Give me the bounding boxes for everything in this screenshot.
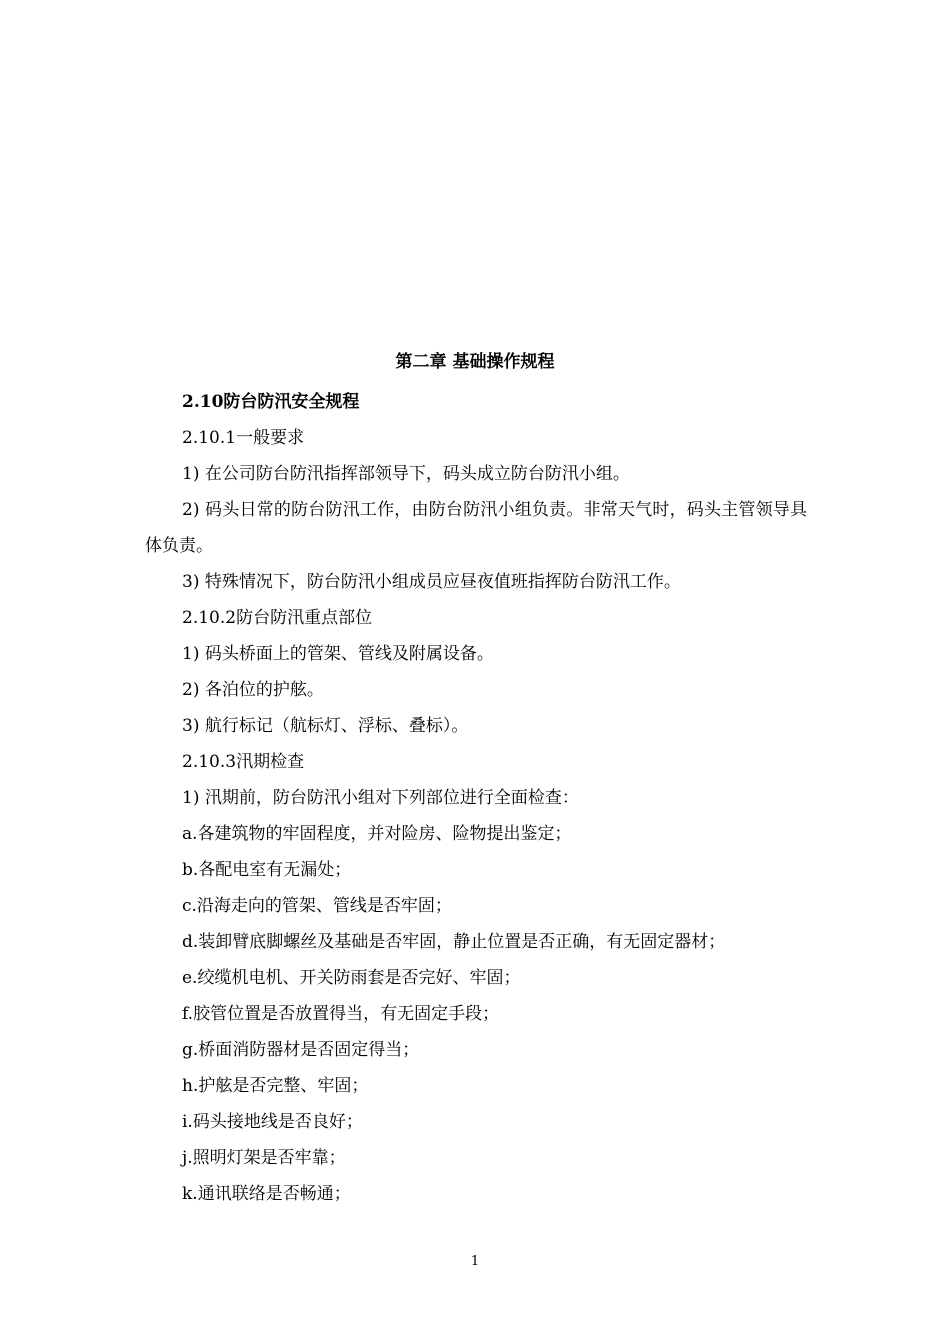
list-item: c.沿海走向的管架、管线是否牢固； <box>182 896 452 916</box>
paragraph: 1) 在公司防台防汛指挥部领导下，码头成立防台防汛小组。 <box>182 464 630 484</box>
list-item: k.通讯联络是否畅通； <box>182 1184 351 1204</box>
chapter-title: 第二章 基础操作规程 <box>395 352 555 372</box>
list-item: f.胶管位置是否放置得当，有无固定手段； <box>182 1004 500 1024</box>
paragraph: 2) 码头日常的防台防汛工作，由防台防汛小组负责。非常天气时，码头主管领导具体负责。 <box>145 500 807 556</box>
paragraph: 3) 特殊情况下，防台防汛小组成员应昼夜值班指挥防台防汛工作。 <box>182 572 681 592</box>
list-item: g.桥面消防器材是否固定得当； <box>182 1040 420 1060</box>
list-item: a.各建筑物的牢固程度，并对险房、险物提出鉴定； <box>182 824 572 844</box>
paragraph: 2) 各泊位的护舷。 <box>182 680 324 700</box>
list-item: e.绞缆机电机、开关防雨套是否完好、牢固； <box>182 968 521 988</box>
section-heading: 2.10防台防汛安全规程 <box>182 392 360 412</box>
list-item: h.护舷是否完整、牢固； <box>182 1076 369 1096</box>
paragraph: 1) 码头桥面上的管架、管线及附属设备。 <box>182 644 494 664</box>
paragraph: 3) 航行标记（航标灯、浮标、叠标）。 <box>182 716 469 736</box>
list-item: b.各配电室有无漏处； <box>182 860 352 880</box>
list-item: i.码头接地线是否良好； <box>182 1112 363 1132</box>
subsection-heading: 2.10.2防台防汛重点部位 <box>182 608 373 628</box>
document-body <box>145 384 807 1212</box>
subsection-heading: 2.10.1一般要求 <box>182 428 305 448</box>
page-number: 1 <box>470 1254 480 1269</box>
list-item: d.装卸臂底脚螺丝及基础是否牢固，静止位置是否正确，有无固定器材； <box>182 932 726 952</box>
list-item: j.照明灯架是否牢靠； <box>182 1148 346 1168</box>
paragraph: 1) 汛期前，防台防汛小组对下列部位进行全面检查： <box>182 788 579 808</box>
subsection-heading: 2.10.3汛期检查 <box>182 752 305 772</box>
